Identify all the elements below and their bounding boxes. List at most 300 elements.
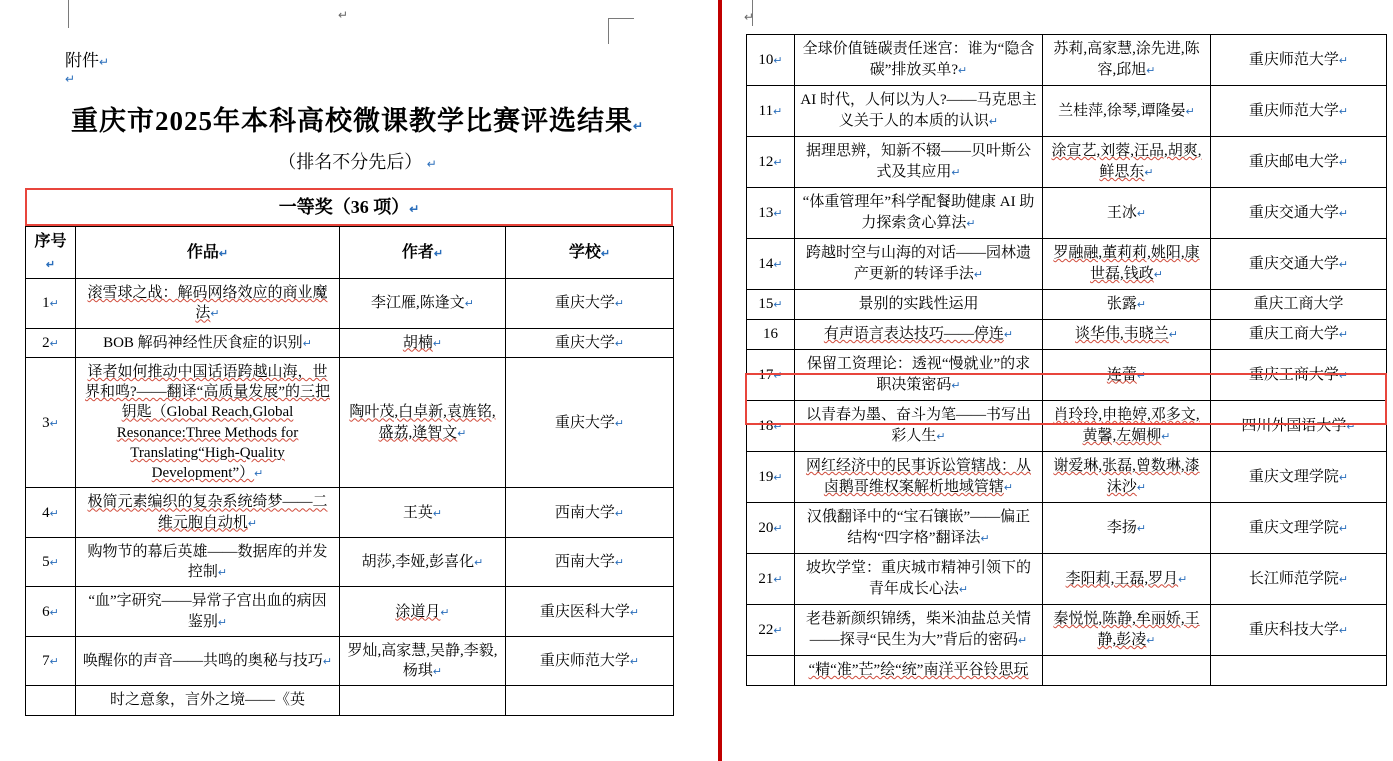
cell-work — [76, 686, 340, 715]
pilcrow-icon: ↵ — [973, 269, 984, 281]
cell-school — [506, 328, 674, 357]
table-row — [26, 488, 674, 538]
pilcrow-icon: ↵ — [210, 308, 220, 321]
cell-work-text: 景别的实践性运用 — [858, 296, 979, 312]
pilcrow-icon: ↵ — [629, 656, 640, 669]
pilcrow-icon: ↵ — [432, 337, 443, 350]
pilcrow-icon: ↵ — [1338, 258, 1349, 271]
pilcrow-icon: ↵ — [773, 624, 783, 637]
cell-no-text: 5 — [42, 554, 50, 571]
cell-work — [795, 239, 1043, 290]
cell-author — [1043, 656, 1211, 686]
pilcrow-icon: ↵ — [457, 427, 467, 440]
column-header-school — [506, 227, 674, 279]
page-title-text: 重庆市2025年本科高校微课教学比赛评选结果 — [70, 106, 633, 136]
cell-work — [795, 137, 1043, 188]
cell-no — [26, 636, 76, 686]
cell-work — [795, 290, 1043, 320]
table-row — [747, 188, 1387, 239]
cell-author-text: 李扬 — [1106, 519, 1137, 536]
cell-work-text: 跨越时空与山海的对话——园林遗产更新的转译手法 — [805, 245, 1031, 282]
pilcrow-icon: ↵ — [958, 584, 969, 596]
cell-work — [795, 452, 1043, 503]
cell-work — [795, 35, 1043, 86]
table-row — [747, 452, 1387, 503]
cell-no-text: 10 — [758, 51, 774, 68]
cell-school-text: 重庆工商大学 — [1248, 326, 1339, 342]
cell-work — [795, 605, 1043, 656]
cell-author-text: 肖玲玲,申艳婷,邓多文,黄馨,左媚柳 — [1053, 407, 1200, 444]
cell-author-text: 胡莎,李娅,彭喜化 — [361, 554, 475, 571]
cell-author-text: 秦悦悦,陈静,牟丽娇,王静,彭凌 — [1053, 611, 1200, 648]
pilcrow-icon: ↵ — [1338, 573, 1349, 586]
pilcrow-icon: ↵ — [302, 337, 312, 350]
cell-work — [76, 328, 340, 357]
cell-author — [340, 328, 506, 357]
cell-school — [1211, 452, 1387, 503]
cell-author-text: 涂道月 — [395, 603, 441, 620]
cell-author — [340, 488, 506, 538]
pilcrow-icon: ↵ — [773, 369, 783, 382]
cell-work — [76, 488, 340, 538]
cell-no — [747, 503, 795, 554]
cell-school-text: 重庆工商大学 — [1248, 366, 1339, 383]
table-row-highlighted — [747, 350, 1387, 401]
table-row — [747, 554, 1387, 605]
table-row — [747, 290, 1387, 320]
cell-school-text: 重庆文理学院 — [1248, 468, 1339, 485]
cell-author-text: 谈华伟,韦晓兰 — [1075, 326, 1169, 342]
page-subtitle — [25, 148, 690, 174]
cell-author-text: 王英 — [402, 504, 433, 521]
table-row — [747, 137, 1387, 188]
page-subtitle-text: （排名不分先后） — [278, 152, 423, 172]
award-banner-text: 一等奖（36 项） — [278, 197, 410, 217]
cell-no-text: 15 — [758, 296, 774, 312]
pilcrow-icon: ↵ — [951, 167, 961, 179]
cell-school-text: 重庆大学 — [554, 295, 615, 312]
empty-paragraph — [25, 71, 690, 93]
pilcrow-icon: ↵ — [49, 606, 59, 619]
cell-no-text: 19 — [758, 468, 774, 485]
cell-school — [506, 357, 674, 488]
cell-author-text: 李阳莉,王磊,罗月 — [1065, 570, 1179, 587]
cell-no-text: 22 — [758, 621, 774, 638]
results-table-left — [25, 226, 674, 716]
column-header-author — [340, 227, 506, 279]
cell-author — [1043, 290, 1211, 320]
cell-no — [747, 452, 795, 503]
cell-no-text: 16 — [763, 326, 778, 342]
cell-school-text: 四川外国语大学 — [1241, 417, 1347, 434]
cell-work-text: “体重管理年”科学配餐助健康 AI 助力探索贪心算法 — [802, 194, 1035, 231]
pilcrow-icon: ↵ — [614, 337, 625, 350]
cell-school — [1211, 350, 1387, 401]
pilcrow-icon: ↵ — [773, 105, 783, 118]
pilcrow-icon: ↵ — [247, 517, 258, 530]
cell-author — [1043, 188, 1211, 239]
cell-school — [1211, 188, 1387, 239]
cell-author-text: 罗灿,高家慧,吴静,李毅,杨琪 — [347, 642, 498, 680]
pilcrow-icon: ↵ — [1153, 269, 1163, 281]
cell-work-text: 保留工资理论：透视“慢就业”的求职决策密码 — [806, 356, 1031, 393]
cell-no — [747, 605, 795, 656]
cell-no — [26, 328, 76, 357]
cell-work-text: 时之意象，言外之境——《英 — [109, 692, 305, 709]
cell-school-text: 重庆科技大学 — [1248, 621, 1339, 638]
pilcrow-icon: ↵ — [629, 606, 640, 619]
pilcrow-icon: ↵ — [1136, 482, 1147, 494]
cell-author — [1043, 452, 1211, 503]
cell-author — [340, 636, 506, 686]
pilcrow-icon: ↵ — [1338, 624, 1349, 637]
page-pilcrow-top: ↵ — [744, 10, 755, 24]
pilcrow-icon: ↵ — [1136, 299, 1147, 311]
pilcrow-icon: ↵ — [773, 573, 783, 586]
cell-author — [1043, 239, 1211, 290]
table-row — [747, 401, 1387, 452]
pilcrow-icon: ↵ — [1338, 156, 1349, 169]
cell-no-text: 21 — [758, 570, 774, 587]
cell-school — [506, 279, 674, 329]
cell-work-text: 以青春为墨、奋斗为笔——书写出彩人生 — [805, 407, 1031, 444]
page-title — [25, 99, 690, 138]
cell-work-text: 坡坎学堂：重庆城市精神引领下的青年成长心法 — [805, 560, 1031, 597]
pilcrow-icon: ↵ — [1168, 329, 1178, 341]
cell-no-text: 3 — [42, 414, 50, 431]
cell-author — [340, 587, 506, 637]
table-row — [747, 35, 1387, 86]
pilcrow-icon: ↵ — [1146, 635, 1156, 647]
cell-no-text: 13 — [758, 204, 774, 221]
column-header-no-text: 序号 — [34, 233, 67, 250]
cell-author — [1043, 137, 1211, 188]
cell-school-text: 重庆医科大学 — [539, 603, 630, 620]
table-row — [747, 605, 1387, 656]
attachment-line — [25, 46, 690, 71]
cell-work-text: 全球价值链碳责任迷宫：谁为“隐含碳”排放买单? — [802, 41, 1035, 78]
pilcrow-icon: ↵ — [49, 298, 59, 311]
column-header-school-text: 学校 — [568, 243, 601, 261]
table-row — [747, 239, 1387, 290]
cell-no-text: 14 — [758, 255, 774, 272]
pilcrow-icon: ↵ — [632, 119, 645, 133]
cell-work — [795, 503, 1043, 554]
cell-school — [1211, 86, 1387, 137]
cell-school-text: 西南大学 — [554, 504, 615, 521]
cell-author-text: 陶叶茂,白卓新,袁旌铭,盛荔,逄智文 — [349, 404, 496, 441]
cell-work-text: 有声语言表达技巧——停连 — [823, 326, 1004, 342]
pilcrow-icon: ↵ — [217, 616, 228, 629]
cell-school-text: 重庆工商大学 — [1253, 296, 1344, 312]
cell-school-text: 重庆文理学院 — [1248, 519, 1339, 536]
pilcrow-icon: ↵ — [464, 298, 474, 311]
pilcrow-icon: ↵ — [474, 557, 484, 570]
cell-author — [1043, 605, 1211, 656]
cell-no-text: 1 — [42, 295, 50, 312]
pilcrow-icon: ↵ — [65, 72, 76, 86]
cell-no-text: 6 — [42, 603, 50, 620]
pilcrow-icon: ↵ — [1346, 420, 1356, 433]
pilcrow-icon: ↵ — [1178, 573, 1188, 586]
cell-school-text: 重庆交通大学 — [1248, 204, 1339, 221]
cell-school-text: 重庆交通大学 — [1248, 255, 1339, 272]
cell-work-text: 唤醒你的声音——共鸣的奥秘与技巧 — [82, 653, 323, 670]
cell-no — [747, 320, 795, 350]
table-row — [26, 686, 674, 715]
pilcrow-icon: ↵ — [1338, 471, 1349, 484]
cell-work — [76, 587, 340, 637]
cell-work — [795, 350, 1043, 401]
cell-no-text: 11 — [758, 102, 774, 119]
pilcrow-icon: ↵ — [614, 557, 625, 570]
table-row — [26, 328, 674, 357]
cell-work-text: 网红经济中的民事诉讼管辖战：从卤鹅哥维权案解析地域管辖 — [805, 458, 1031, 495]
pilcrow-icon: ↵ — [958, 65, 968, 77]
table-header-row — [26, 227, 674, 279]
pilcrow-icon: ↵ — [773, 522, 783, 535]
cell-work — [795, 554, 1043, 605]
pilcrow-icon: ↵ — [1338, 329, 1349, 341]
cell-work — [76, 279, 340, 329]
pilcrow-icon: ↵ — [773, 258, 783, 271]
cell-no — [747, 188, 795, 239]
cell-work-text: 极简元素编织的复杂系统绮梦——二维元胞自动机 — [87, 494, 328, 531]
cell-school-text: 长江师范学院 — [1248, 570, 1339, 587]
cell-no — [747, 350, 795, 401]
cell-work-text: BOB 解码神经性厌食症的识别 — [103, 334, 303, 351]
cell-school — [1211, 605, 1387, 656]
pilcrow-icon: ↵ — [1136, 207, 1147, 220]
results-table-right-wrapper — [746, 34, 1387, 686]
cell-no-text: 18 — [758, 417, 774, 434]
page-pilcrow-top: ↵ — [338, 8, 349, 22]
cell-author-text: 罗融融,董莉莉,姚阳,康世磊,钱政 — [1053, 245, 1200, 282]
cell-author-text: 张露 — [1106, 296, 1137, 312]
cell-author-text: 谢爱琳,张磊,曾数琳,漆沬沙 — [1053, 458, 1200, 495]
column-header-author-text: 作者 — [401, 243, 434, 261]
cell-author — [340, 686, 506, 715]
table-row — [26, 357, 674, 488]
cell-no — [26, 357, 76, 488]
pilcrow-icon: ↵ — [254, 468, 264, 481]
cell-author — [1043, 350, 1211, 401]
pilcrow-icon: ↵ — [432, 666, 443, 679]
pilcrow-icon: ↵ — [1338, 207, 1349, 220]
pilcrow-icon: ↵ — [1338, 105, 1349, 118]
cell-author-text: 涂宣艺,刘蓉,汪品,胡爽,鲜思东 — [1051, 143, 1202, 180]
pilcrow-icon: ↵ — [432, 507, 443, 520]
cell-work — [76, 357, 340, 488]
table-row — [26, 636, 674, 686]
cell-no-text: 7 — [42, 653, 50, 670]
pilcrow-icon: ↵ — [426, 157, 437, 171]
pilcrow-icon: ↵ — [1146, 65, 1156, 77]
pilcrow-icon: ↵ — [99, 55, 110, 69]
cell-school — [1211, 401, 1387, 452]
pilcrow-icon: ↵ — [49, 417, 59, 430]
cell-author-text: 李江雁,陈逢文 — [371, 295, 465, 312]
cell-school — [1211, 239, 1387, 290]
cell-school-text: 重庆邮电大学 — [1248, 153, 1339, 170]
pilcrow-icon: ↵ — [773, 420, 783, 433]
cell-no — [747, 35, 795, 86]
column-header-work-text: 作品 — [186, 243, 219, 261]
cell-no — [26, 488, 76, 538]
pilcrow-icon: ↵ — [440, 606, 450, 619]
pilcrow-icon: ↵ — [988, 116, 999, 128]
cell-no-text: 2 — [42, 334, 50, 351]
cell-school — [506, 537, 674, 587]
pilcrow-icon: ↵ — [1018, 635, 1028, 647]
pilcrow-icon: ↵ — [980, 533, 990, 545]
cell-author — [1043, 320, 1211, 350]
cell-work-text: “精“准”芒”绘“统”南洋平谷铃思玩 — [808, 662, 1029, 678]
right-document-pane — [722, 0, 1393, 761]
pilcrow-icon: ↵ — [773, 156, 783, 169]
cell-school-text: 重庆师范大学 — [539, 653, 630, 670]
cell-work — [795, 320, 1043, 350]
award-banner — [25, 188, 673, 226]
cell-school-text: 重庆大学 — [554, 334, 615, 351]
pilcrow-icon: ↵ — [773, 207, 783, 220]
pilcrow-icon: ↵ — [322, 656, 333, 669]
cell-work — [795, 401, 1043, 452]
table-row — [747, 503, 1387, 554]
pilcrow-icon: ↵ — [1185, 105, 1195, 118]
cell-school — [506, 488, 674, 538]
cell-school — [1211, 290, 1387, 320]
cell-no-text: 12 — [758, 153, 774, 170]
pilcrow-icon: ↵ — [1338, 522, 1349, 535]
cell-no — [747, 86, 795, 137]
cell-work-text: 译者如何推动中国话语跨越山海，世界和鸣?——翻译“高质量发展”的三把钥匙（Global Reach,Global Resonance:Three Methods for Translating“High-Quality Development”） — [85, 363, 330, 482]
pilcrow-icon: ↵ — [1136, 522, 1147, 535]
cell-work — [795, 86, 1043, 137]
attachment-label: 附件 — [65, 51, 99, 70]
cell-author — [1043, 35, 1211, 86]
pilcrow-icon: ↵ — [614, 298, 625, 311]
cell-work — [795, 656, 1043, 686]
cell-author — [1043, 554, 1211, 605]
pilcrow-icon: ↵ — [218, 247, 229, 260]
pilcrow-icon: ↵ — [49, 656, 59, 669]
pilcrow-icon: ↵ — [773, 299, 783, 311]
pilcrow-icon: ↵ — [773, 471, 783, 484]
cell-school — [1211, 320, 1387, 350]
pilcrow-icon: ↵ — [1161, 431, 1171, 443]
pilcrow-icon: ↵ — [409, 202, 420, 216]
cell-work-text: AI 时代，人何以为人?——马克思主义关于人的本质的认识 — [800, 92, 1037, 129]
cell-author — [1043, 401, 1211, 452]
pilcrow-icon: ↵ — [45, 258, 56, 271]
pilcrow-icon: ↵ — [1136, 369, 1147, 382]
cell-school — [1211, 503, 1387, 554]
cell-no — [747, 137, 795, 188]
cell-author — [1043, 86, 1211, 137]
cell-no — [747, 656, 795, 686]
pilcrow-icon: ↵ — [1003, 482, 1014, 494]
table-row — [26, 279, 674, 329]
cell-no — [747, 239, 795, 290]
cell-author — [340, 537, 506, 587]
pilcrow-icon: ↵ — [433, 247, 444, 260]
cell-school — [1211, 137, 1387, 188]
cell-school — [506, 686, 674, 715]
cell-school — [506, 636, 674, 686]
pilcrow-icon: ↵ — [1338, 54, 1349, 67]
pilcrow-icon: ↵ — [49, 337, 59, 350]
cell-author-text: 胡楠 — [402, 334, 433, 351]
table-row — [747, 86, 1387, 137]
cell-school-text: 西南大学 — [554, 554, 615, 571]
cell-no-text: 17 — [758, 366, 774, 383]
cell-work-text: “血”字研究——异常子宫出血的病因鉴别 — [88, 593, 327, 630]
cell-author — [340, 279, 506, 329]
pilcrow-icon: ↵ — [966, 218, 976, 230]
cell-school — [1211, 656, 1387, 686]
pilcrow-icon: ↵ — [773, 54, 783, 67]
table-row — [747, 320, 1387, 350]
cell-school-text: 重庆师范大学 — [1248, 51, 1339, 68]
cell-author — [340, 357, 506, 488]
cell-no — [26, 686, 76, 715]
cell-author-text: 王冰 — [1106, 204, 1137, 221]
pilcrow-icon: ↵ — [600, 247, 611, 260]
pilcrow-icon: ↵ — [1144, 167, 1154, 179]
pilcrow-icon: ↵ — [614, 507, 625, 520]
cell-no-text: 4 — [42, 504, 50, 521]
cell-no — [747, 290, 795, 320]
cell-school — [1211, 554, 1387, 605]
table-row — [26, 587, 674, 637]
pilcrow-icon: ↵ — [1338, 369, 1349, 382]
cell-school-text: 重庆大学 — [554, 414, 615, 431]
cell-no-text: 20 — [758, 519, 774, 536]
cell-no — [26, 537, 76, 587]
column-header-work — [76, 227, 340, 279]
cell-work-text: 老巷新颜织锦绣，柴米油盐总关情——探寻“民生为大”背后的密码 — [805, 611, 1031, 648]
cell-school — [506, 587, 674, 637]
pilcrow-icon: ↵ — [614, 417, 625, 430]
table-row — [747, 656, 1387, 686]
pilcrow-icon: ↵ — [951, 380, 961, 392]
pilcrow-icon: ↵ — [217, 567, 228, 580]
results-table-right — [746, 34, 1387, 686]
pilcrow-icon: ↵ — [936, 431, 946, 443]
cell-work-text: 滚雪球之战：解码网络效应的商业魔法 — [87, 285, 328, 322]
cell-work — [76, 636, 340, 686]
cell-school — [1211, 35, 1387, 86]
cell-work-text: 购物节的幕后英雄——数据库的并发控制 — [87, 543, 328, 581]
cell-work — [795, 188, 1043, 239]
cell-no — [26, 587, 76, 637]
cell-author — [1043, 503, 1211, 554]
cell-work — [76, 537, 340, 587]
cell-author-text: 苏莉,高家慧,涂先进,陈容,邱旭 — [1053, 41, 1200, 78]
pilcrow-icon: ↵ — [49, 507, 59, 520]
cell-no — [747, 401, 795, 452]
document-body — [25, 0, 690, 716]
cell-no — [747, 554, 795, 605]
cell-work-text: 汉俄翻译中的“宝石镶嵌”——偏正结构“四字格”翻译法 — [806, 509, 1031, 546]
table-row — [26, 537, 674, 587]
award-banner-wrapper — [25, 188, 673, 226]
cell-author-text: 兰桂萍,徐琴,谭隆晏 — [1058, 102, 1186, 119]
column-header-no — [26, 227, 76, 279]
cell-work-text: 据理思辨，知新不辍——贝叶斯公式及其应用 — [805, 143, 1031, 180]
pilcrow-icon: ↵ — [1003, 329, 1014, 341]
